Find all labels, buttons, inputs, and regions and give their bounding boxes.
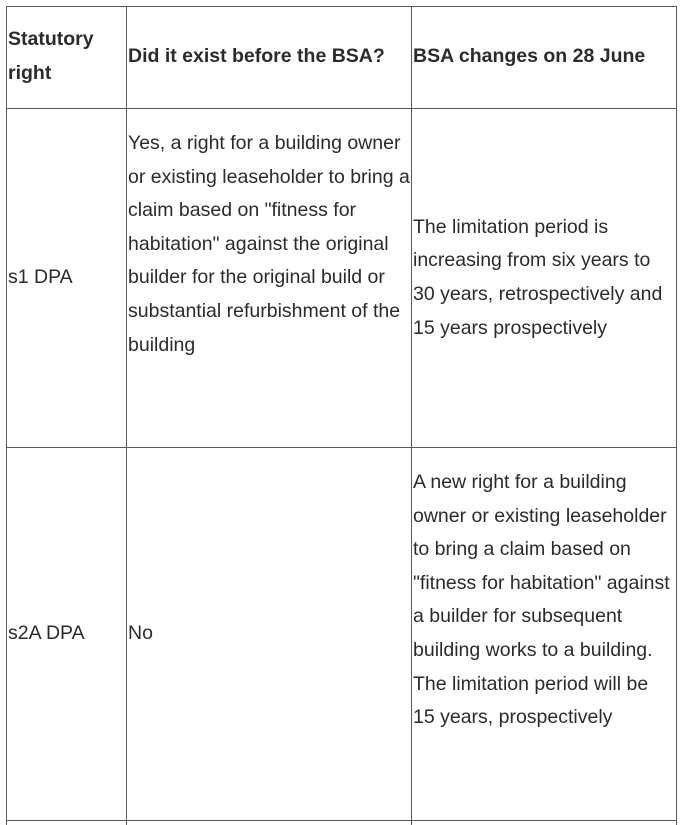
header-existed-before-bsa [128,22,410,92]
row2-statutory-right-text: s2A DPA [8,622,85,645]
row-divider [6,447,677,448]
row1-bsa-changes [413,110,675,446]
row1-existed-before-bsa [128,127,410,362]
row1-statutory-right [8,110,124,446]
table-border-top [6,6,677,7]
row2-bsa-changes-text: A new right for a building owner or existing leaseholder to bring a claim based on "fitness for habitation" against a builder for subsequent building works to a building. The limitation period will be 15 years, prospectively [413,471,670,729]
header-bsa-changes-text: BSA changes on 28 June [413,45,646,68]
header-existed-before-bsa-text: Did it exist before the BSA? [128,45,385,68]
row2-statutory-right [8,449,124,819]
table-border-right [676,6,677,825]
column-divider-1 [126,6,127,825]
column-divider-2 [411,6,412,825]
row1-statutory-right-text: s1 DPA [8,266,73,289]
row2-existed-before-bsa [128,449,410,819]
header-statutory-right [8,22,124,92]
header-statutory-right-text: Statutory right [8,28,94,84]
row2-bsa-changes [413,466,675,735]
header-row-divider [6,108,677,109]
header-bsa-changes [413,22,675,92]
table-border-left [6,6,7,825]
row1-bsa-changes-text: The limitation period is increasing from six years to 30 years, retrospectively and 15 years prospectively [413,215,663,339]
row1-existed-before-bsa-text: Yes, a right for a building owner or existing leaseholder to bring a claim based on "fitness for habitation" against the original builder for the original build or substantial refurbishment of the building [128,132,410,356]
table-border-bottom [6,820,677,821]
row2-existed-before-bsa-text: No [128,622,153,645]
